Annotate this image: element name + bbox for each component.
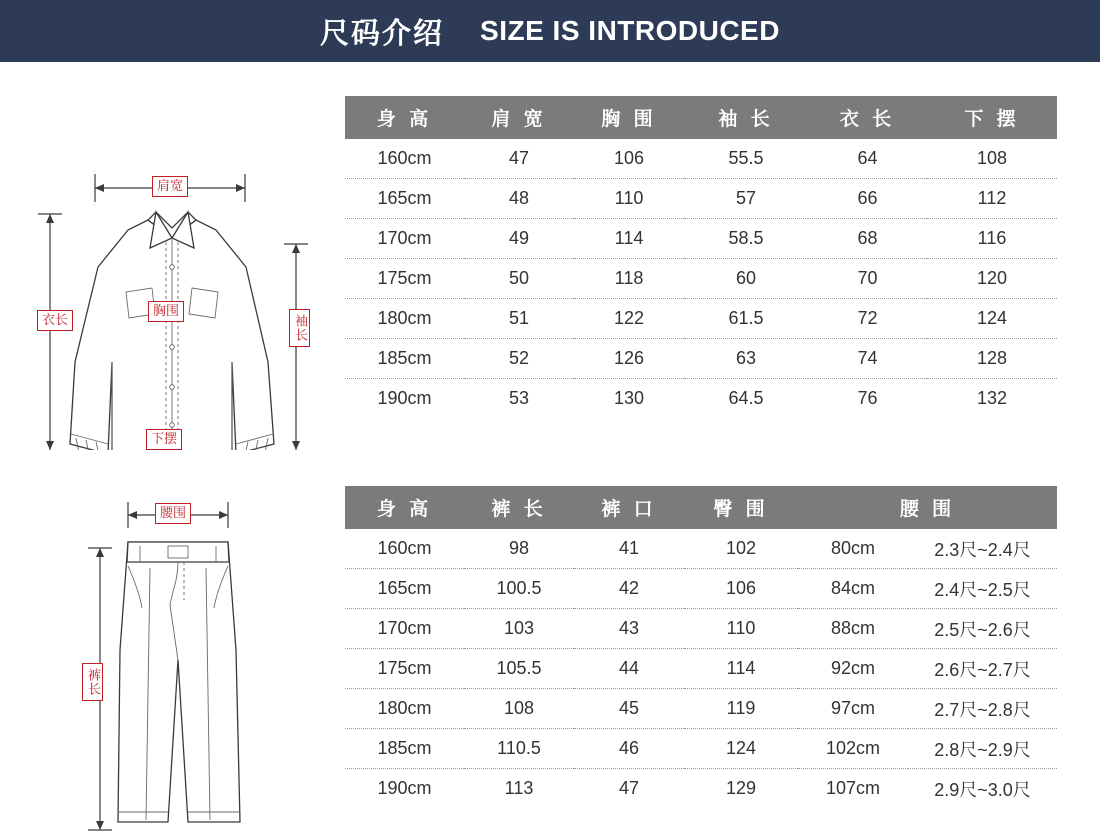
column-header: 裤 长 xyxy=(464,486,574,529)
table-cell: 160cm xyxy=(345,139,464,179)
table-cell: 119 xyxy=(684,689,798,729)
table-row xyxy=(345,379,1057,419)
table-cell: 2.7尺~2.8尺 xyxy=(908,689,1057,729)
table-cell: 129 xyxy=(684,769,798,809)
column-header: 裤 口 xyxy=(574,486,684,529)
table-cell: 108 xyxy=(927,139,1057,179)
table-cell: 110.5 xyxy=(464,729,574,769)
table-cell: 185cm xyxy=(345,339,464,379)
label-waist: 腰围 xyxy=(155,503,191,524)
label-hem: 下摆 xyxy=(146,429,182,450)
table-cell: 84cm xyxy=(798,569,908,609)
table-row xyxy=(345,139,1057,179)
table-cell: 170cm xyxy=(345,609,464,649)
table-cell: 185cm xyxy=(345,729,464,769)
trousers-table-body xyxy=(345,529,1057,808)
table-cell: 43 xyxy=(574,609,684,649)
table-cell: 108 xyxy=(464,689,574,729)
table-cell: 72 xyxy=(808,299,927,339)
table-cell: 106 xyxy=(574,139,684,179)
column-header: 臀 围 xyxy=(684,486,798,529)
table-cell: 61.5 xyxy=(684,299,808,339)
label-garment-length: 衣长 xyxy=(37,310,73,331)
table-cell: 114 xyxy=(684,649,798,689)
table-row xyxy=(345,219,1057,259)
table-row xyxy=(345,649,1057,689)
table-cell: 60 xyxy=(684,259,808,299)
table-cell: 130 xyxy=(574,379,684,419)
table-header-row xyxy=(345,96,1057,139)
jacket-drawing xyxy=(0,62,345,450)
table-cell: 2.3尺~2.4尺 xyxy=(908,529,1057,569)
table-row xyxy=(345,769,1057,809)
table-cell: 180cm xyxy=(345,689,464,729)
trousers-section xyxy=(0,450,1100,837)
table-cell: 110 xyxy=(684,609,798,649)
table-cell: 160cm xyxy=(345,529,464,569)
table-cell: 180cm xyxy=(345,299,464,339)
table-cell: 70 xyxy=(808,259,927,299)
table-row xyxy=(345,569,1057,609)
table-cell: 46 xyxy=(574,729,684,769)
table-cell: 2.5尺~2.6尺 xyxy=(908,609,1057,649)
table-cell: 49 xyxy=(464,219,574,259)
jacket-table-body xyxy=(345,139,1057,418)
table-cell: 98 xyxy=(464,529,574,569)
table-cell: 97cm xyxy=(798,689,908,729)
table-row xyxy=(345,729,1057,769)
table-cell: 92cm xyxy=(798,649,908,689)
table-cell: 48 xyxy=(464,179,574,219)
trousers-table-head xyxy=(345,486,1057,529)
table-cell: 165cm xyxy=(345,179,464,219)
table-cell: 175cm xyxy=(345,649,464,689)
table-cell: 55.5 xyxy=(684,139,808,179)
table-cell: 105.5 xyxy=(464,649,574,689)
table-cell: 114 xyxy=(574,219,684,259)
header-title-cn: 尺码介绍 xyxy=(320,17,445,50)
trousers-table-wrap xyxy=(345,450,1057,837)
table-row xyxy=(345,689,1057,729)
table-cell: 170cm xyxy=(345,219,464,259)
table-cell: 102 xyxy=(684,529,798,569)
table-cell: 53 xyxy=(464,379,574,419)
table-cell: 2.9尺~3.0尺 xyxy=(908,769,1057,809)
table-cell: 122 xyxy=(574,299,684,339)
table-cell: 124 xyxy=(927,299,1057,339)
column-header: 腰 围 xyxy=(798,486,1057,529)
table-cell: 120 xyxy=(927,259,1057,299)
table-cell: 66 xyxy=(808,179,927,219)
column-header: 身 高 xyxy=(345,486,464,529)
table-cell: 42 xyxy=(574,569,684,609)
table-cell: 51 xyxy=(464,299,574,339)
trousers-figure xyxy=(0,450,345,837)
label-shoulder-width: 肩宽 xyxy=(152,176,188,197)
header-title-en: SIZE IS INTRODUCED xyxy=(480,15,780,46)
table-cell: 57 xyxy=(684,179,808,219)
table-row xyxy=(345,299,1057,339)
table-cell: 107cm xyxy=(798,769,908,809)
column-header: 下 摆 xyxy=(927,96,1057,139)
table-cell: 58.5 xyxy=(684,219,808,259)
table-row xyxy=(345,529,1057,569)
table-header-row xyxy=(345,486,1057,529)
table-cell: 118 xyxy=(574,259,684,299)
table-cell: 52 xyxy=(464,339,574,379)
trousers-size-table xyxy=(345,486,1057,808)
table-cell: 47 xyxy=(464,139,574,179)
table-cell: 64.5 xyxy=(684,379,808,419)
table-cell: 44 xyxy=(574,649,684,689)
table-cell: 76 xyxy=(808,379,927,419)
jacket-table-wrap xyxy=(345,62,1057,450)
column-header: 衣 长 xyxy=(808,96,927,139)
table-cell: 80cm xyxy=(798,529,908,569)
column-header: 身 高 xyxy=(345,96,464,139)
table-cell: 74 xyxy=(808,339,927,379)
table-cell: 41 xyxy=(574,529,684,569)
jacket-table-head xyxy=(345,96,1057,139)
table-cell: 2.6尺~2.7尺 xyxy=(908,649,1057,689)
page-header xyxy=(0,0,1100,62)
table-cell: 190cm xyxy=(345,379,464,419)
table-cell: 124 xyxy=(684,729,798,769)
table-cell: 132 xyxy=(927,379,1057,419)
label-chest: 胸围 xyxy=(148,301,184,322)
table-cell: 112 xyxy=(927,179,1057,219)
table-cell: 110 xyxy=(574,179,684,219)
column-header: 袖 长 xyxy=(684,96,808,139)
table-cell: 50 xyxy=(464,259,574,299)
jacket-section xyxy=(0,62,1100,450)
table-row xyxy=(345,339,1057,379)
table-cell: 190cm xyxy=(345,769,464,809)
table-cell: 113 xyxy=(464,769,574,809)
table-cell: 64 xyxy=(808,139,927,179)
table-cell: 102cm xyxy=(798,729,908,769)
table-cell: 63 xyxy=(684,339,808,379)
table-cell: 165cm xyxy=(345,569,464,609)
table-cell: 100.5 xyxy=(464,569,574,609)
table-cell: 106 xyxy=(684,569,798,609)
table-cell: 175cm xyxy=(345,259,464,299)
table-row xyxy=(345,179,1057,219)
table-cell: 2.4尺~2.5尺 xyxy=(908,569,1057,609)
table-cell: 68 xyxy=(808,219,927,259)
table-cell: 45 xyxy=(574,689,684,729)
column-header: 肩 宽 xyxy=(464,96,574,139)
column-header: 胸 围 xyxy=(574,96,684,139)
label-sleeve-length: 袖长 xyxy=(289,309,310,347)
table-cell: 116 xyxy=(927,219,1057,259)
table-cell: 47 xyxy=(574,769,684,809)
table-cell: 126 xyxy=(574,339,684,379)
jacket-figure xyxy=(0,62,345,450)
table-cell: 88cm xyxy=(798,609,908,649)
table-cell: 103 xyxy=(464,609,574,649)
table-row xyxy=(345,609,1057,649)
table-cell: 128 xyxy=(927,339,1057,379)
table-row xyxy=(345,259,1057,299)
jacket-size-table xyxy=(345,96,1057,418)
table-cell: 2.8尺~2.9尺 xyxy=(908,729,1057,769)
label-trouser-length: 裤长 xyxy=(82,663,103,701)
